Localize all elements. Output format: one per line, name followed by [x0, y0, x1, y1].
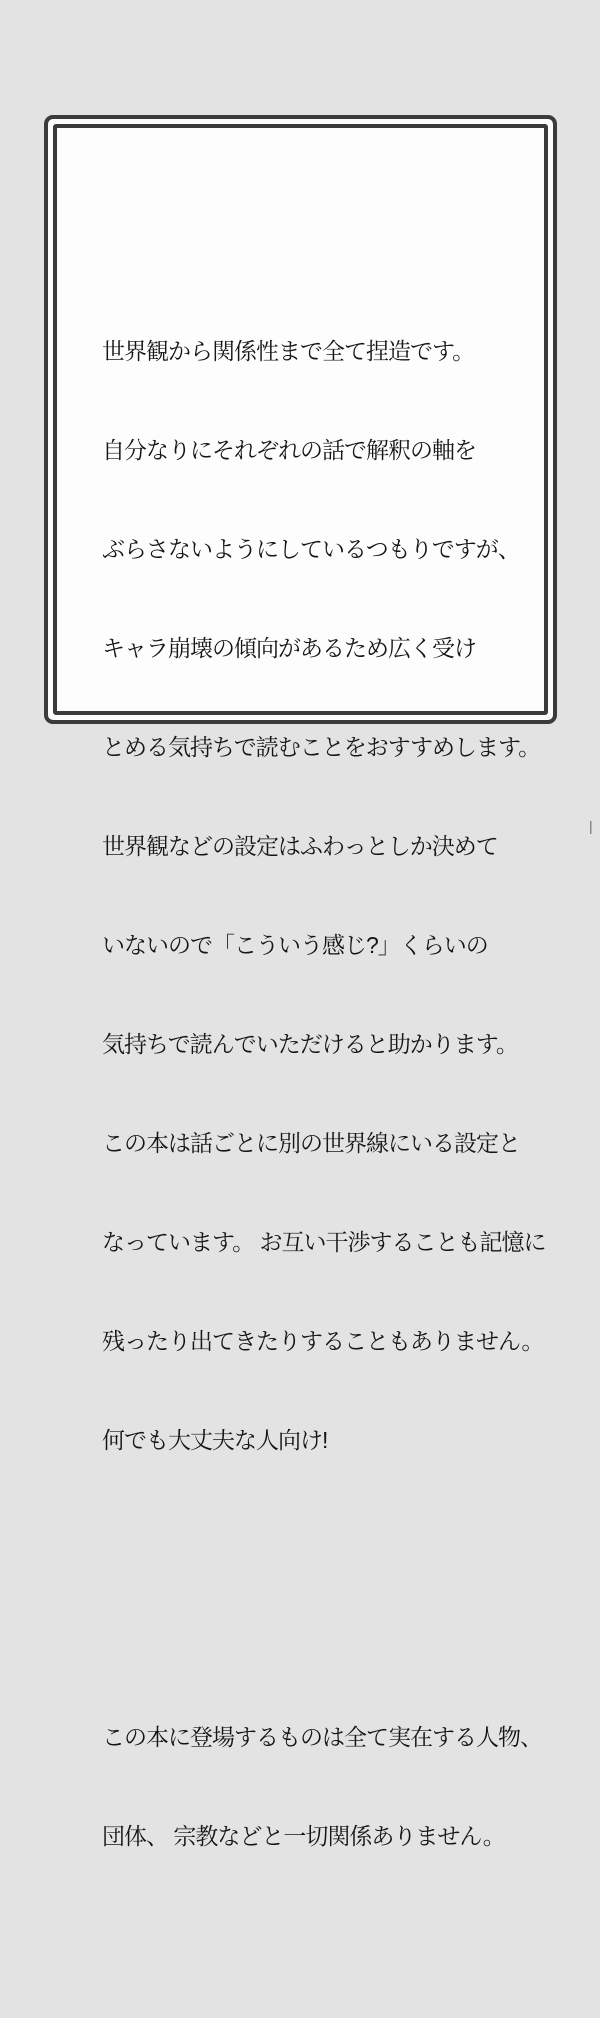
disclaimer-line: とめる気持ちで読むことをおすすめします。: [102, 734, 541, 760]
disclaimer-paragraph-2: [102, 1655, 542, 1919]
disclaimer-frame-inner: [53, 124, 548, 1849]
disclaimer-line: この本に登場するものは全て実在する人物、: [102, 1724, 542, 1750]
disclaimer-frame: [44, 115, 557, 1849]
disclaimer-line: いないので「こういう感じ?」くらいの: [102, 932, 488, 958]
disclaimer-line: 残ったり出てきたりすることもありません。: [102, 1328, 544, 1354]
disclaimer-line: ぶらさないようにしているつもりですが、: [102, 536, 520, 562]
disclaimer-line: 世界観から関係性まで全て捏造です。: [102, 338, 475, 364]
disclaimer-line: なっています。 お互い干渉することも記憶に: [102, 1229, 546, 1255]
disclaimer-line: 団体、 宗教などと一切関係ありません。: [102, 1823, 505, 1849]
disclaimer-line: キャラ崩壊の傾向があるため広く受け: [102, 635, 476, 661]
disclaimer-paragraph-1: [102, 269, 546, 1523]
disclaimer-line: 自分なりにそれぞれの話で解釈の軸を: [102, 437, 476, 463]
disclaimer-line: 気持ちで読んでいただけると助かります。: [102, 1031, 518, 1057]
page-edge-tick-mark: |: [589, 818, 593, 834]
disclaimer-text: [102, 170, 546, 2018]
disclaimer-line: この本は話ごとに別の世界線にいる設定と: [102, 1130, 520, 1156]
disclaimer-line: 何でも大丈夫な人向け!: [102, 1427, 328, 1453]
disclaimer-line: 世界観などの設定はふわっとしか決めて: [102, 833, 498, 859]
